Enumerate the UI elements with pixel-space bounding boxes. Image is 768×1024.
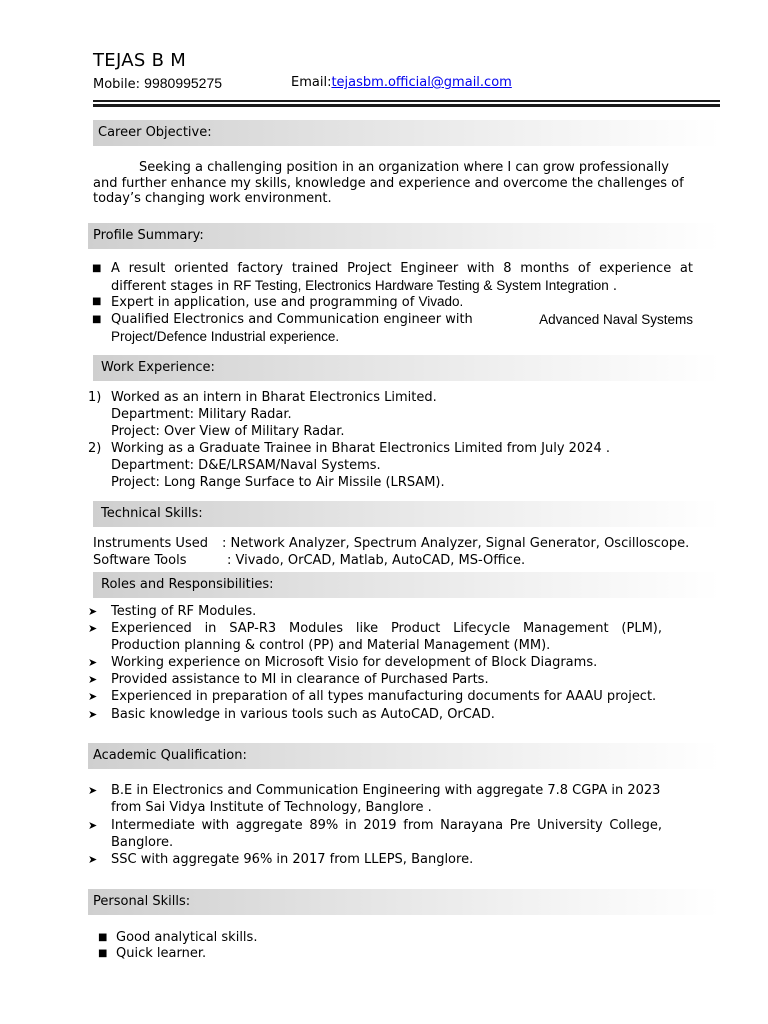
summary-item-3-line-2: Project/Defence Industrial experience. <box>111 329 340 344</box>
section-heading-academic: Academic Qualification: <box>88 743 720 769</box>
summary-item-2-pre: Expert in application, use and programming of <box>111 295 419 310</box>
tech-row-software-value: : Vivado, OrCAD, Matlab, AutoCAD, MS-Office. <box>227 553 526 568</box>
work-item-1-line-3: Project: Over View of Military Radar. <box>111 424 345 439</box>
arrow-bullet-icon: ➤ <box>88 673 98 686</box>
arrow-bullet-icon: ➤ <box>88 853 98 866</box>
square-bullet-icon: ■ <box>92 314 102 325</box>
summary-item-2-highlight: Vivado. <box>418 294 464 309</box>
candidate-name: TEJAS B M <box>93 50 187 71</box>
arrow-bullet-icon: ➤ <box>88 690 98 703</box>
summary-item-1-post: . <box>608 279 618 294</box>
role-item-2-line-2: Production planning & control (PP) and Material Management (MM). <box>111 638 551 653</box>
summary-item-1-pre: different stages in <box>111 279 234 294</box>
work-item-1-number: 1) <box>88 390 102 405</box>
arrow-bullet-icon: ➤ <box>88 819 98 832</box>
work-item-1-line-1: Worked as an intern in Bharat Electronics Limited. <box>111 390 437 405</box>
tech-row-software-label: Software Tools <box>93 553 187 568</box>
arrow-bullet-icon: ➤ <box>88 605 98 618</box>
square-bullet-icon: ■ <box>98 948 108 959</box>
square-bullet-icon: ■ <box>92 296 102 307</box>
mobile-line <box>93 75 222 92</box>
academic-item-2-line-1: Intermediate with aggregate 89% in 2019 from Narayana Pre University College, <box>111 818 662 833</box>
mobile-label: Mobile: <box>93 77 141 92</box>
tech-row-instruments-label: Instruments Used <box>93 536 208 551</box>
section-heading-career-objective: Career Objective: <box>93 120 720 146</box>
work-item-2-line-3: Project: Long Range Surface to Air Missile (LRSAM). <box>111 475 445 490</box>
role-item-6: Basic knowledge in various tools such as AutoCAD, OrCAD. <box>111 707 495 722</box>
academic-item-1-line-1: B.E in Electronics and Communication Engineering with aggregate 7.8 CGPA in 2023 <box>111 783 661 798</box>
work-item-2-number: 2) <box>88 441 102 456</box>
section-heading-roles: Roles and Responsibilities: <box>93 572 720 598</box>
email-line <box>291 75 512 90</box>
section-heading-work-experience: Work Experience: <box>93 355 720 381</box>
personal-skill-1: Good analytical skills. <box>116 930 258 945</box>
email-label: Email: <box>291 75 332 90</box>
tech-row-instruments-value: : Network Analyzer, Spectrum Analyzer, Signal Generator, Oscilloscope. <box>222 536 690 551</box>
role-item-4: Provided assistance to MI in clearance of Purchased Parts. <box>111 672 489 687</box>
summary-item-3-text: Qualified Electronics and Communication engineer with <box>111 312 473 327</box>
academic-item-3: SSC with aggregate 96% in 2017 from LLEPS, Banglore. <box>111 852 474 867</box>
arrow-bullet-icon: ➤ <box>88 784 98 797</box>
summary-item-2 <box>111 293 463 311</box>
role-item-1: Testing of RF Modules. <box>111 604 257 619</box>
header-rule-thin <box>93 100 720 102</box>
header-rule-thick <box>93 104 720 107</box>
work-item-2-line-2: Department: D&E/LRSAM/Naval Systems. <box>111 458 381 473</box>
personal-skill-2: Quick learner. <box>116 946 207 961</box>
summary-item-3-highlight: Advanced Naval Systems <box>539 312 693 327</box>
summary-item-1-line-1: A result oriented factory trained Project Engineer with 8 months of experience at <box>111 261 693 276</box>
role-item-2-line-1: Experienced in SAP-R3 Modules like Product Lifecycle Management (PLM), <box>111 621 662 636</box>
square-bullet-icon: ■ <box>92 263 102 274</box>
arrow-bullet-icon: ➤ <box>88 656 98 669</box>
summary-item-1-highlight: RF Testing, Electronics Hardware Testing & System Integration <box>233 278 609 293</box>
mobile-number: 9980995275 <box>144 75 223 91</box>
square-bullet-icon: ■ <box>98 932 108 943</box>
work-item-1-line-2: Department: Military Radar. <box>111 407 292 422</box>
arrow-bullet-icon: ➤ <box>88 708 98 721</box>
section-heading-technical-skills: Technical Skills: <box>93 501 720 527</box>
objective-line-1: Seeking a challenging position in an organization where I can grow professionally <box>139 160 669 175</box>
section-heading-personal-skills: Personal Skills: <box>88 889 720 915</box>
summary-item-3-line-1 <box>111 311 693 328</box>
academic-item-2-line-2: Banglore. <box>111 835 174 850</box>
academic-item-1-line-2: from Sai Vidya Institute of Technology, Banglore . <box>111 800 432 815</box>
section-heading-profile-summary: Profile Summary: <box>88 223 720 249</box>
role-item-5: Experienced in preparation of all types manufacturing documents for AAAU project. <box>111 689 657 704</box>
role-item-3: Working experience on Microsoft Visio for development of Block Diagrams. <box>111 655 598 670</box>
email-link[interactable]: tejasbm.official@gmail.com <box>331 75 512 90</box>
arrow-bullet-icon: ➤ <box>88 622 98 635</box>
objective-line-3: today’s changing work environment. <box>93 191 332 206</box>
work-item-2-line-1: Working as a Graduate Trainee in Bharat Electronics Limited from July 2024 . <box>111 441 611 456</box>
objective-line-2: and further enhance my skills, knowledge and experience and overcome the challenges of <box>93 176 684 191</box>
